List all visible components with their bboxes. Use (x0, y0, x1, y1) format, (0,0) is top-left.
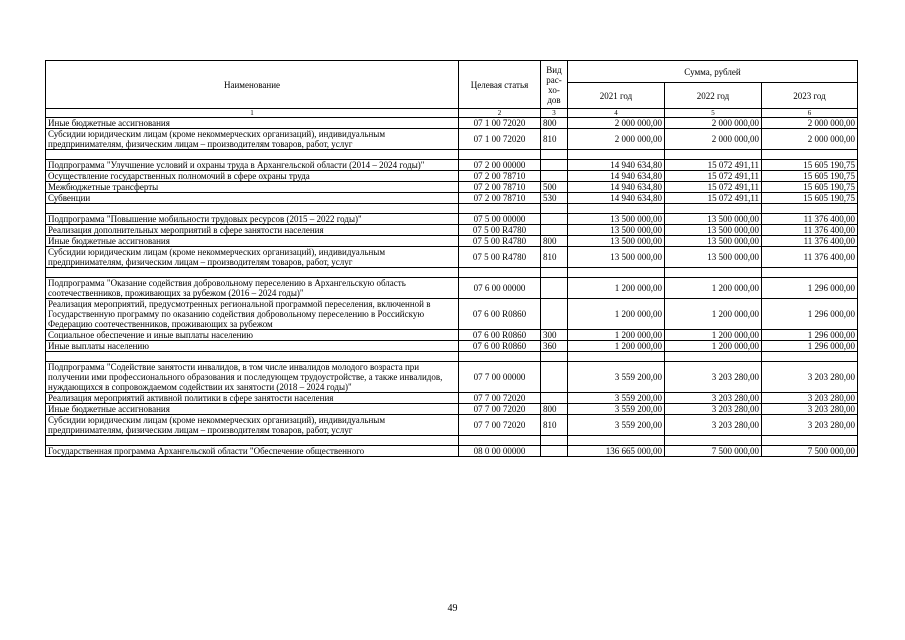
row-sum-2022-cell: 15 072 491,11 (665, 160, 762, 171)
row-sum-2021-cell: 14 940 634,80 (568, 160, 665, 171)
empty-cell (459, 436, 541, 446)
empty-cell (541, 150, 568, 160)
row-target-article-cell: 07 5 00 R4780 (459, 247, 541, 268)
row-sum-2022-cell: 15 072 491,11 (665, 182, 762, 193)
row-expense-type-cell: 810 (541, 129, 568, 150)
empty-cell (46, 204, 459, 214)
row-name-cell: Реализация дополнительных мероприятий в сфере занятости населения (46, 225, 459, 236)
row-sum-2023-cell: 1 296 000,00 (762, 341, 858, 352)
row-sum-2023-cell: 3 203 280,00 (762, 404, 858, 415)
subprogram-row (46, 214, 858, 225)
row-expense-type-cell: 810 (541, 247, 568, 268)
empty-cell (568, 436, 665, 446)
row-name-cell: Иные бюджетные ассигнования (46, 404, 459, 415)
row-target-article-cell: 07 2 00 78710 (459, 171, 541, 182)
row-sum-2022-cell: 3 203 280,00 (665, 393, 762, 404)
row-sum-2022-cell: 15 072 491,11 (665, 193, 762, 204)
row-target-article-cell: 07 6 00 R0860 (459, 341, 541, 352)
subprogram-row (46, 362, 858, 393)
empty-cell (762, 268, 858, 278)
row-name-cell: Иные выплаты населению (46, 341, 459, 352)
empty-cell (762, 204, 858, 214)
header-name: Наименование (46, 61, 459, 109)
row-target-article-cell: 07 1 00 72020 (459, 129, 541, 150)
row-sum-2023-cell: 15 605 190,75 (762, 182, 858, 193)
row-name-cell: Иные бюджетные ассигнования (46, 236, 459, 247)
empty-cell (568, 268, 665, 278)
row-sum-2022-cell: 3 203 280,00 (665, 362, 762, 393)
row-expense-type-cell: 360 (541, 341, 568, 352)
header-year-2022: 2022 год (665, 83, 762, 109)
row-sum-2021-cell: 136 665 000,00 (568, 446, 665, 457)
row-expense-type-cell: 300 (541, 330, 568, 341)
column-number: 6 (762, 109, 858, 118)
row-expense-type-cell: 800 (541, 404, 568, 415)
empty-cell (762, 352, 858, 362)
row-expense-type-cell (541, 214, 568, 225)
row-sum-2021-cell: 3 559 200,00 (568, 393, 665, 404)
column-number: 1 (46, 109, 459, 118)
row-expense-type-cell (541, 160, 568, 171)
row-sum-2023-cell: 11 376 400,00 (762, 247, 858, 268)
row-target-article-cell: 07 6 00 R0860 (459, 299, 541, 330)
subprogram-row (46, 278, 858, 299)
table-row (46, 129, 858, 150)
spacer-row (46, 204, 858, 214)
row-sum-2022-cell: 1 200 000,00 (665, 341, 762, 352)
row-name-cell: Субвенции (46, 193, 459, 204)
row-expense-type-cell (541, 393, 568, 404)
table-body (46, 118, 858, 457)
row-sum-2023-cell: 11 376 400,00 (762, 214, 858, 225)
empty-cell (665, 268, 762, 278)
row-sum-2023-cell: 3 203 280,00 (762, 393, 858, 404)
empty-cell (665, 436, 762, 446)
row-target-article-cell: 07 6 00 00000 (459, 278, 541, 299)
row-sum-2022-cell: 13 500 000,00 (665, 247, 762, 268)
row-expense-type-cell (541, 362, 568, 393)
empty-cell (665, 204, 762, 214)
row-name-cell: Подпрограмма "Оказание содействия добровольному переселению в Архангельскую область соотечественников, проживающих за рубежом (2016 – 2024 годы)" (46, 278, 459, 299)
row-sum-2022-cell: 1 200 000,00 (665, 330, 762, 341)
row-name-cell: Государственная программа Архангельской области "Обеспечение общественного (46, 446, 459, 457)
row-sum-2023-cell: 3 203 280,00 (762, 415, 858, 436)
empty-cell (541, 268, 568, 278)
row-sum-2022-cell: 7 500 000,00 (665, 446, 762, 457)
row-sum-2023-cell: 15 605 190,75 (762, 193, 858, 204)
header-sum: Сумма, рублей (568, 61, 858, 83)
subprogram-row (46, 160, 858, 171)
empty-cell (568, 352, 665, 362)
empty-cell (541, 352, 568, 362)
header-target-article: Целевая статья (459, 61, 541, 109)
empty-cell (568, 204, 665, 214)
header-year-2021: 2021 год (568, 83, 665, 109)
column-number: 5 (665, 109, 762, 118)
row-name-cell: Осуществление государственных полномочий в сфере охраны труда (46, 171, 459, 182)
row-sum-2021-cell: 3 559 200,00 (568, 362, 665, 393)
empty-cell (46, 268, 459, 278)
spacer-row (46, 352, 858, 362)
row-expense-type-cell: 810 (541, 415, 568, 436)
table-row (46, 225, 858, 236)
table-row (46, 193, 858, 204)
table-row (46, 171, 858, 182)
row-target-article-cell: 07 1 00 72020 (459, 118, 541, 129)
table-row (46, 330, 858, 341)
empty-cell (459, 204, 541, 214)
row-sum-2022-cell: 15 072 491,11 (665, 171, 762, 182)
row-sum-2021-cell: 2 000 000,00 (568, 118, 665, 129)
row-name-cell: Субсидии юридическим лицам (кроме некоммерческих организаций), индивидуальным предпринимателям, физическим лицам – производителям товаров, работ, услуг (46, 415, 459, 436)
row-sum-2022-cell: 3 203 280,00 (665, 415, 762, 436)
table-row (46, 415, 858, 436)
row-expense-type-cell (541, 171, 568, 182)
row-expense-type-cell (541, 446, 568, 457)
row-sum-2023-cell: 1 296 000,00 (762, 278, 858, 299)
table-row (46, 341, 858, 352)
row-target-article-cell: 07 2 00 78710 (459, 182, 541, 193)
row-expense-type-cell: 500 (541, 182, 568, 193)
row-target-article-cell: 07 2 00 00000 (459, 160, 541, 171)
spacer-row (46, 436, 858, 446)
row-target-article-cell: 07 5 00 R4780 (459, 236, 541, 247)
table-row (46, 299, 858, 330)
row-sum-2022-cell: 13 500 000,00 (665, 225, 762, 236)
row-name-cell: Реализация мероприятий, предусмотренных региональной программой переселения, включенной в Государственную программу по оказанию содействия добровольному переселению в Российскую Федерацию соотечественников, проживающих за рубежом (46, 299, 459, 330)
row-expense-type-cell: 800 (541, 236, 568, 247)
table-row (46, 118, 858, 129)
empty-cell (459, 352, 541, 362)
row-sum-2023-cell: 1 296 000,00 (762, 299, 858, 330)
empty-cell (459, 150, 541, 160)
row-name-cell: Субсидии юридическим лицам (кроме некоммерческих организаций), индивидуальным предпринимателям, физическим лицам – производителям товаров, работ, услуг (46, 247, 459, 268)
row-target-article-cell: 07 5 00 R4780 (459, 225, 541, 236)
row-sum-2023-cell: 7 500 000,00 (762, 446, 858, 457)
row-target-article-cell: 07 2 00 78710 (459, 193, 541, 204)
empty-cell (762, 150, 858, 160)
row-expense-type-cell (541, 299, 568, 330)
empty-cell (665, 352, 762, 362)
empty-cell (665, 150, 762, 160)
row-sum-2021-cell: 1 200 000,00 (568, 341, 665, 352)
empty-cell (46, 150, 459, 160)
row-sum-2023-cell: 2 000 000,00 (762, 118, 858, 129)
empty-cell (541, 436, 568, 446)
row-sum-2021-cell: 1 200 000,00 (568, 330, 665, 341)
row-sum-2021-cell: 3 559 200,00 (568, 404, 665, 415)
row-sum-2021-cell: 1 200 000,00 (568, 299, 665, 330)
row-sum-2021-cell: 14 940 634,80 (568, 182, 665, 193)
row-sum-2023-cell: 1 296 000,00 (762, 330, 858, 341)
row-name-cell: Социальное обеспечение и иные выплаты населению (46, 330, 459, 341)
row-target-article-cell: 07 7 00 72020 (459, 415, 541, 436)
row-sum-2023-cell: 3 203 280,00 (762, 362, 858, 393)
row-name-cell: Иные бюджетные ассигнования (46, 118, 459, 129)
row-sum-2021-cell: 14 940 634,80 (568, 193, 665, 204)
row-expense-type-cell (541, 278, 568, 299)
table-row (46, 236, 858, 247)
row-sum-2022-cell: 2 000 000,00 (665, 118, 762, 129)
row-target-article-cell: 08 0 00 00000 (459, 446, 541, 457)
row-expense-type-cell: 800 (541, 118, 568, 129)
row-name-cell: Субсидии юридическим лицам (кроме некоммерческих организаций), индивидуальным предпринимателям, физическим лицам – производителям товаров, работ, услуг (46, 129, 459, 150)
row-name-cell: Подпрограмма "Улучшение условий и охраны труда в Архангельской области (2014 – 2024 годы)" (46, 160, 459, 171)
page-number: 49 (447, 603, 458, 614)
column-number: 4 (568, 109, 665, 118)
budget-table (45, 60, 858, 457)
row-name-cell: Межбюджетные трансферты (46, 182, 459, 193)
row-sum-2022-cell: 1 200 000,00 (665, 299, 762, 330)
row-sum-2023-cell: 11 376 400,00 (762, 236, 858, 247)
row-sum-2022-cell: 1 200 000,00 (665, 278, 762, 299)
row-name-cell: Подпрограмма "Повышение мобильности трудовых ресурсов (2015 – 2022 годы)" (46, 214, 459, 225)
column-number: 3 (541, 109, 568, 118)
row-sum-2023-cell: 11 376 400,00 (762, 225, 858, 236)
header-expense-type: Вид рас-хо-дов (541, 61, 568, 109)
spacer-row (46, 150, 858, 160)
row-sum-2021-cell: 14 940 634,80 (568, 171, 665, 182)
row-sum-2023-cell: 15 605 190,75 (762, 160, 858, 171)
row-expense-type-cell: 530 (541, 193, 568, 204)
row-sum-2021-cell: 13 500 000,00 (568, 225, 665, 236)
spacer-row (46, 268, 858, 278)
row-sum-2023-cell: 2 000 000,00 (762, 129, 858, 150)
row-name-cell: Реализация мероприятий активной политики в сфере занятости населения (46, 393, 459, 404)
row-sum-2021-cell: 13 500 000,00 (568, 247, 665, 268)
row-name-cell: Подпрограмма "Содействие занятости инвалидов, в том числе инвалидов молодого возраста при получении ими профессионального образования и последующем трудоустройстве, а также инвалидов, нуждающихся в сопровождаемом содействии их занятости (2018 – 2024 годы)" (46, 362, 459, 393)
column-number: 2 (459, 109, 541, 118)
empty-cell (46, 352, 459, 362)
row-sum-2021-cell: 3 559 200,00 (568, 415, 665, 436)
table-row (46, 247, 858, 268)
row-sum-2021-cell: 13 500 000,00 (568, 214, 665, 225)
row-target-article-cell: 07 7 00 00000 (459, 362, 541, 393)
empty-cell (762, 436, 858, 446)
empty-cell (46, 436, 459, 446)
row-target-article-cell: 07 7 00 72020 (459, 404, 541, 415)
row-target-article-cell: 07 5 00 00000 (459, 214, 541, 225)
subprogram-row (46, 446, 858, 457)
table-row (46, 393, 858, 404)
row-sum-2021-cell: 13 500 000,00 (568, 236, 665, 247)
row-sum-2022-cell: 13 500 000,00 (665, 236, 762, 247)
row-target-article-cell: 07 7 00 72020 (459, 393, 541, 404)
empty-cell (568, 150, 665, 160)
header-year-2023: 2023 год (762, 83, 858, 109)
row-sum-2021-cell: 1 200 000,00 (568, 278, 665, 299)
row-sum-2022-cell: 2 000 000,00 (665, 129, 762, 150)
row-target-article-cell: 07 6 00 R0860 (459, 330, 541, 341)
row-sum-2023-cell: 15 605 190,75 (762, 171, 858, 182)
empty-cell (459, 268, 541, 278)
table-row (46, 182, 858, 193)
row-expense-type-cell (541, 225, 568, 236)
row-sum-2021-cell: 2 000 000,00 (568, 129, 665, 150)
row-sum-2022-cell: 13 500 000,00 (665, 214, 762, 225)
empty-cell (541, 204, 568, 214)
row-sum-2022-cell: 3 203 280,00 (665, 404, 762, 415)
table-row (46, 404, 858, 415)
